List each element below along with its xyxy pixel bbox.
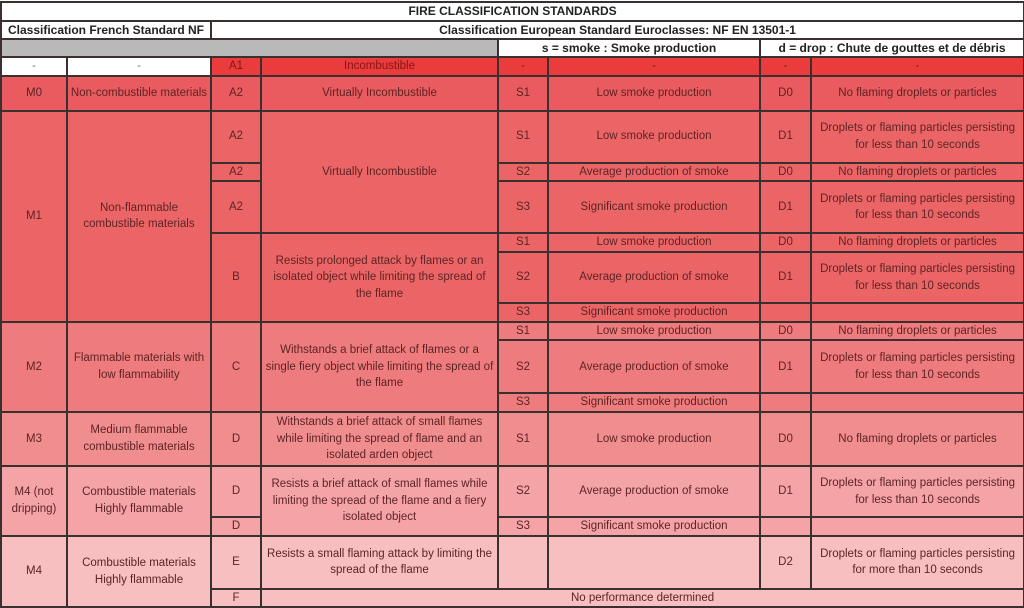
euro-class: B xyxy=(211,233,261,321)
drop-description: Droplets or flaming particles persisting for less than 10 seconds xyxy=(811,466,1024,517)
euro-class: A2 xyxy=(211,76,261,111)
drop-class: D0 xyxy=(760,412,811,466)
nf-description: Medium flammable combustible materials xyxy=(67,412,211,466)
smoke-class: S2 xyxy=(498,466,548,517)
drop-class: D1 xyxy=(760,252,811,303)
euro-class: E xyxy=(211,536,261,589)
euro-description: Resists a brief attack of small flames while limiting the spread of the flame and a fiery isolated object xyxy=(261,466,498,536)
smoke-class: S3 xyxy=(498,303,548,322)
smoke-description: Low smoke production xyxy=(548,412,760,466)
euro-class: D xyxy=(211,517,261,536)
euro-class: D xyxy=(211,412,261,466)
smoke-class: S1 xyxy=(498,322,548,341)
table-row xyxy=(1,466,1024,517)
euro-class: D xyxy=(211,466,261,517)
nf-class: M4 xyxy=(1,536,67,608)
drop-description: No flaming droplets or particles xyxy=(811,233,1024,252)
smoke-description: Low smoke production xyxy=(548,233,760,252)
drop-class: D0 xyxy=(760,76,811,111)
nf-class: M3 xyxy=(1,412,67,466)
euro-description: Resists a small flaming attack by limiting the spread of the flame xyxy=(261,536,498,589)
table-row xyxy=(1,57,1024,76)
euro-class: A2 xyxy=(211,163,261,182)
smoke-class: S2 xyxy=(498,340,548,393)
euro-class: A1 xyxy=(211,57,261,76)
smoke-description: Low smoke production xyxy=(548,111,760,163)
smoke-class: S3 xyxy=(498,393,548,412)
nf-description: Combustible materials Highly flammable xyxy=(67,466,211,536)
nf-description: Flammable materials with low flammability xyxy=(67,322,211,412)
drop-class: - xyxy=(760,57,811,76)
smoke-description: Significant smoke production xyxy=(548,393,760,412)
euro-description: Withstands a brief attack of flames or a single fiery object while limiting the spread of the flame xyxy=(261,322,498,412)
drop-description-empty xyxy=(811,393,1024,412)
nf-class: M0 xyxy=(1,76,67,111)
drop-class: D1 xyxy=(760,340,811,393)
table-row xyxy=(1,412,1024,466)
euro-description: Incombustible xyxy=(261,57,498,76)
nf-class: M2 xyxy=(1,322,67,412)
table-row xyxy=(1,76,1024,111)
drop-description: Droplets or flaming particles persisting for more than 10 seconds xyxy=(811,536,1024,589)
smoke-description-empty xyxy=(548,536,760,589)
drop-class-empty xyxy=(760,303,811,322)
euro-description: No performance determined xyxy=(261,589,1024,608)
drop-description: Droplets or flaming particles persisting for less than 10 seconds xyxy=(811,340,1024,393)
nf-description: Non-combustible materials xyxy=(67,76,211,111)
drop-description: Droplets or flaming particles persisting for less than 10 seconds xyxy=(811,111,1024,163)
euro-class: A2 xyxy=(211,111,261,163)
table-row xyxy=(1,536,1024,589)
smoke-description: - xyxy=(548,57,760,76)
drop-header: d = drop : Chute de gouttes et de débris xyxy=(760,39,1024,57)
euro-class: F xyxy=(211,589,261,608)
nf-class: M4 (not dripping) xyxy=(1,466,67,536)
smoke-description: Significant smoke production xyxy=(548,303,760,322)
euro-class: C xyxy=(211,322,261,412)
drop-class: D0 xyxy=(760,163,811,182)
drop-class: D1 xyxy=(760,466,811,517)
smoke-description: Average production of smoke xyxy=(548,163,760,182)
euro-class: A2 xyxy=(211,181,261,233)
drop-description-empty xyxy=(811,303,1024,322)
smoke-class: S1 xyxy=(498,412,548,466)
smoke-description: Low smoke production xyxy=(548,76,760,111)
drop-description: No flaming droplets or particles xyxy=(811,163,1024,182)
smoke-description: Average production of smoke xyxy=(548,340,760,393)
nf-class: - xyxy=(1,57,67,76)
drop-class: D0 xyxy=(760,233,811,252)
smoke-class-empty xyxy=(498,536,548,589)
nf-description: - xyxy=(67,57,211,76)
drop-description-empty xyxy=(811,517,1024,536)
euro-description: Virtually Incombustible xyxy=(261,111,498,234)
smoke-description: Low smoke production xyxy=(548,322,760,341)
french-standard-header: Classification French Standard NF xyxy=(1,21,211,39)
smoke-class: S3 xyxy=(498,517,548,536)
table-title: FIRE CLASSIFICATION STANDARDS xyxy=(1,2,1024,21)
euro-description: Withstands a brief attack of small flames while limiting the spread of flame and an isolated arden object xyxy=(261,412,498,466)
smoke-description: Significant smoke production xyxy=(548,181,760,233)
drop-description: No flaming droplets or particles xyxy=(811,322,1024,341)
drop-class: D0 xyxy=(760,322,811,341)
drop-description: No flaming droplets or particles xyxy=(811,76,1024,111)
drop-class-empty xyxy=(760,393,811,412)
table-row xyxy=(1,111,1024,163)
drop-class-empty xyxy=(760,517,811,536)
smoke-class: S2 xyxy=(498,252,548,303)
smoke-class: S2 xyxy=(498,163,548,182)
table-row xyxy=(1,322,1024,341)
smoke-class: - xyxy=(498,57,548,76)
drop-class: D1 xyxy=(760,181,811,233)
smoke-header: s = smoke : Smoke production xyxy=(498,39,760,57)
nf-description: Combustible materials Highly flammable xyxy=(67,536,211,608)
smoke-class: S1 xyxy=(498,76,548,111)
drop-description: - xyxy=(811,57,1024,76)
smoke-class: S1 xyxy=(498,111,548,163)
euro-description: Resists prolonged attack by flames or an isolated object while limiting the spread of the flame xyxy=(261,233,498,321)
drop-description: Droplets or flaming particles persisting for less than 10 seconds xyxy=(811,252,1024,303)
drop-description: Droplets or flaming particles persisting for less than 10 seconds xyxy=(811,181,1024,233)
smoke-description: Significant smoke production xyxy=(548,517,760,536)
drop-class: D2 xyxy=(760,536,811,589)
smoke-class: S3 xyxy=(498,181,548,233)
euro-description: Virtually Incombustible xyxy=(261,76,498,111)
nf-description: Non-flammable combustible materials xyxy=(67,111,211,322)
header-spacer xyxy=(1,39,498,57)
drop-description: No flaming droplets or particles xyxy=(811,412,1024,466)
fire-classification-table xyxy=(0,1,1024,608)
smoke-description: Average production of smoke xyxy=(548,466,760,517)
drop-class: D1 xyxy=(760,111,811,163)
smoke-description: Average production of smoke xyxy=(548,252,760,303)
european-standard-header: Classification European Standard Euroclasses: NF EN 13501-1 xyxy=(211,21,1024,39)
nf-class: M1 xyxy=(1,111,67,322)
smoke-class: S1 xyxy=(498,233,548,252)
